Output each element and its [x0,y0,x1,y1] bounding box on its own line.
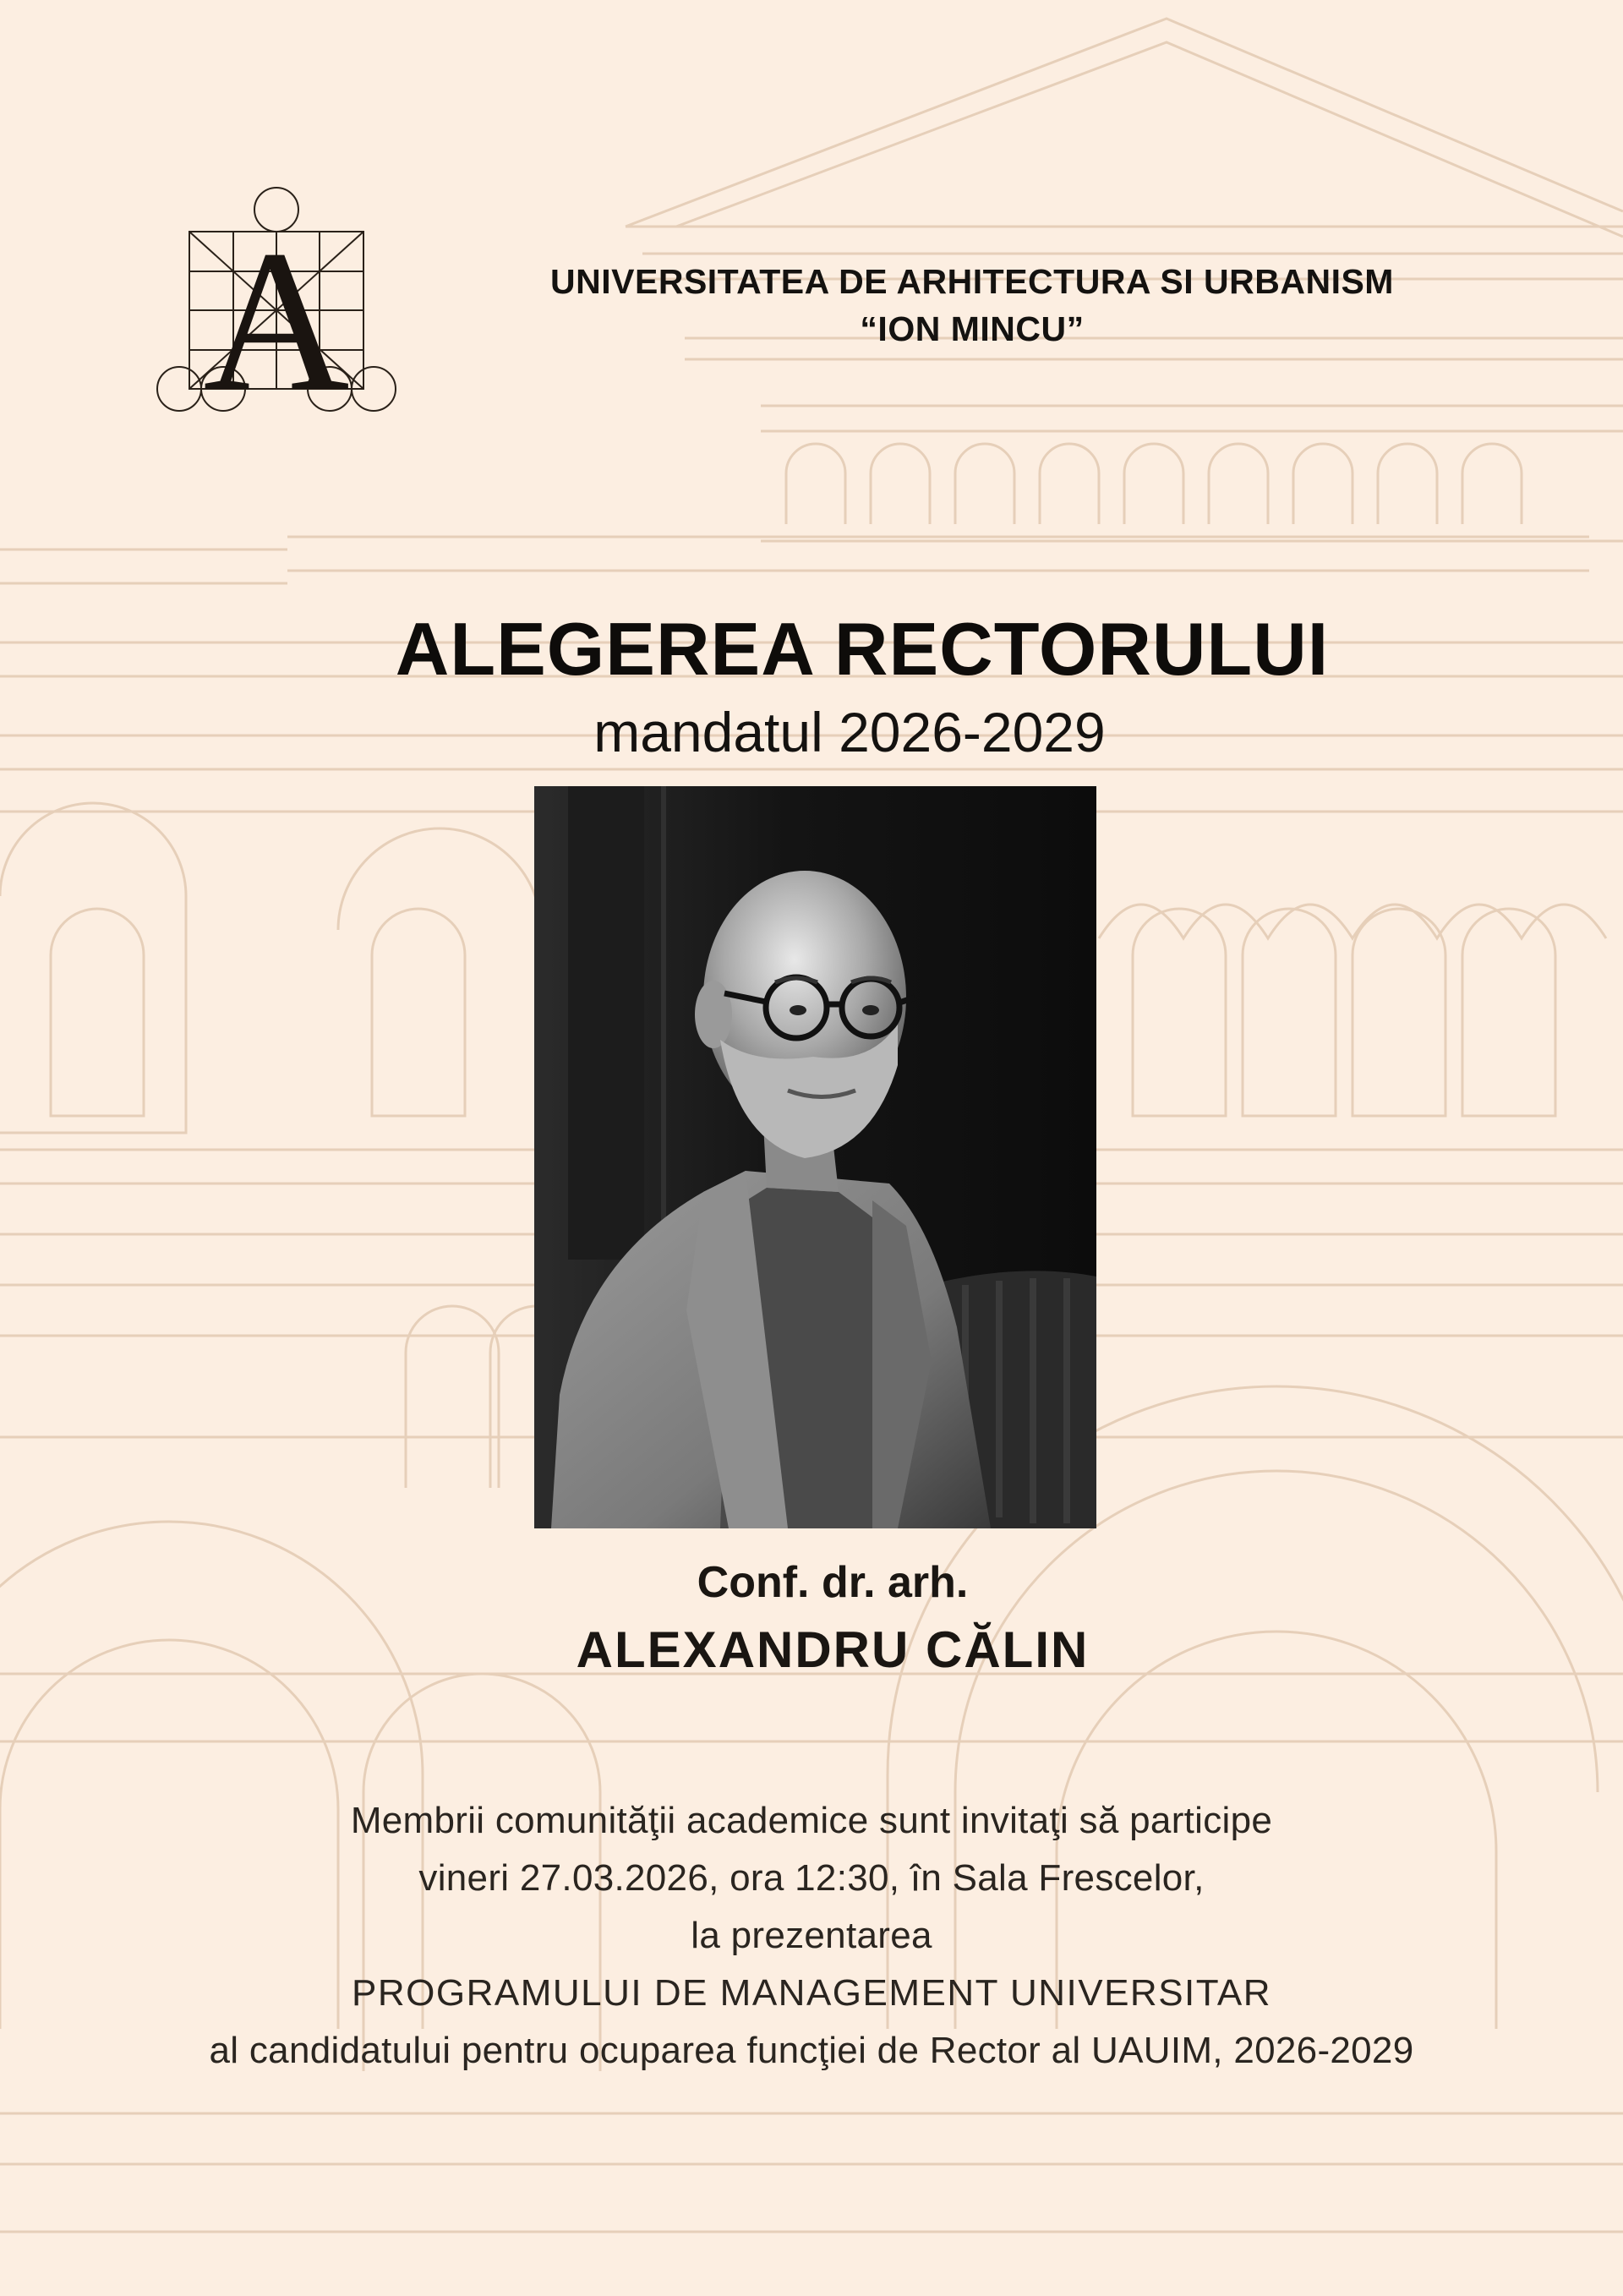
candidate-name: ALEXANDRU CĂLIN [576,1621,1090,1678]
invitation-text [0,1792,1623,2080]
invitation-line: vineri 27.03.2026, ora 12:30, în Sala Frescelor, [418,1857,1205,1899]
mandate-period: mandatul 2026-2029 [593,701,1106,763]
candidate-photo [534,786,1096,1528]
candidate-title: Conf. dr. arh. [697,1558,969,1607]
invitation-program-title: PROGRAMULUI DE MANAGEMENT UNIVERSITAR [352,1972,1271,2014]
university-name-line2: “ION MINCU” [860,309,1085,348]
university-name [473,258,1471,353]
invitation-line: Membrii comunităţii academice sunt invitaţi să participe [350,1800,1273,1841]
university-name-line1: UNIVERSITATEA DE ARHITECTURA SI URBANISM [550,262,1394,301]
university-logo [156,181,397,414]
logo-letter: A [203,208,350,414]
event-title: ALEGEREA RECTORULUI [395,607,1330,691]
invitation-line: al candidatului pentru ocuparea funcţiei de Rector al UAUIM, 2026-2029 [209,2030,1414,2071]
invitation-line: la prezentarea [691,1915,932,1956]
